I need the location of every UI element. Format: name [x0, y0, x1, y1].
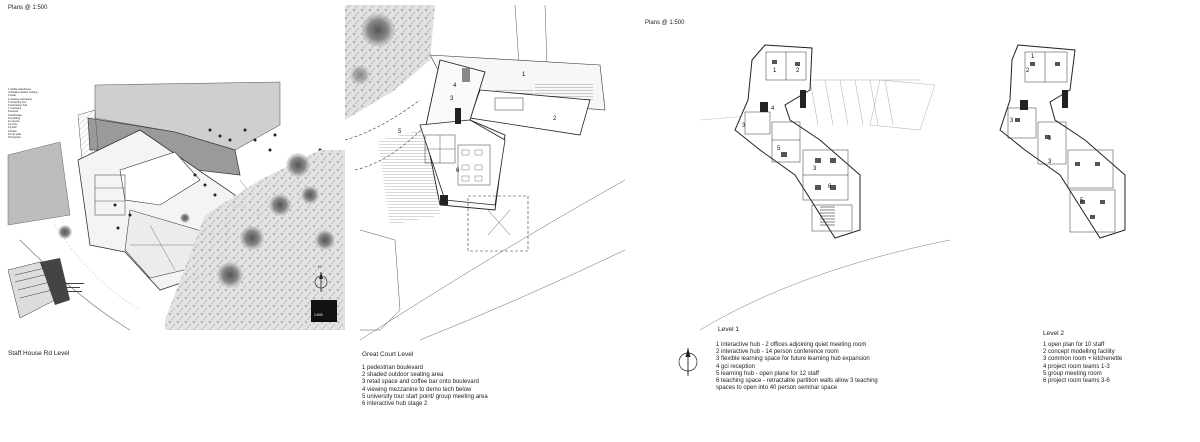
scale-marker-block — [311, 300, 337, 322]
gc-num-4: 4 — [453, 83, 457, 89]
legend-item: 4 project room teams 1-3 — [1043, 363, 1110, 370]
legend-item: 6 interactive hub stage 2 — [362, 401, 428, 408]
legend-item: 1 interactive hub - 2 offices adjoining quiet meeting room — [716, 342, 867, 348]
great-court-plan — [345, 5, 625, 340]
l1-num-1: 1 — [773, 68, 777, 74]
great-court-caption: Great Court Level — [362, 351, 414, 358]
legend-item: 1 open plan for 10 staff — [1043, 342, 1105, 348]
l1-num-6: 6 — [828, 184, 832, 190]
level1-legend — [716, 342, 946, 392]
l1-num-5: 5 — [777, 146, 781, 152]
north-arrow-icon-level1 — [679, 348, 697, 376]
gc-num-5: 5 — [398, 129, 402, 135]
l1-num-3: 3 — [742, 123, 746, 129]
legend-item: 4 gci reception — [716, 363, 756, 370]
legend-item: spaces to open into 40 person seminar space — [716, 385, 838, 392]
l1-num-2: 2 — [796, 68, 800, 74]
legend-item: 2 interactive hub - 14 person conference room — [716, 349, 839, 356]
l2-num-2: 2 — [1026, 68, 1030, 74]
staff-house-mini-legend: 1 visible warehouse 2 shaded outdoor seating 3 retail 4 viewing mezzanine 5 university tour 6 interactive hub 7 courtyard 8 access 9 landscape 10 parking 11 service 12 entry 13 path 14 lawn 15 car park 16 bicycles — [8, 88, 38, 140]
l2-num-5: 5 — [1080, 198, 1084, 204]
great-court-legend — [362, 365, 622, 408]
great-court-legend-block — [362, 351, 622, 408]
l2-num-3c: 3 — [1048, 159, 1052, 165]
legend-item: 4 viewing mezzanine to demo tech below — [362, 386, 472, 393]
legend-item: 1 pedestrian boulevard — [362, 365, 424, 371]
l1-num-3b: 3 — [813, 166, 817, 172]
level1-plan — [700, 45, 950, 330]
staff-house-caption: Staff House Rd Level — [8, 350, 70, 357]
l1-num-4: 4 — [771, 106, 775, 112]
gc-num-3: 3 — [450, 96, 454, 102]
legend-item: 3 flexible learning space for future learning hub expansion — [716, 356, 870, 363]
l2-num-1: 1 — [1031, 54, 1035, 60]
legend-item: 5 learning hub - open plane for 12 staff — [716, 370, 819, 377]
gc-num-6: 6 — [456, 168, 460, 174]
legend-item: 6 project room teams 3-6 — [1043, 378, 1110, 385]
legend-item: 5 group meeting room — [1043, 370, 1102, 377]
north-label: N — [318, 264, 321, 269]
legend-item: 6 teaching space - retractable partition walls allow 3 teaching — [716, 378, 878, 385]
level2-legend — [1043, 342, 1193, 385]
level2-caption: Level 2 — [1043, 330, 1064, 337]
plans-title-left: Plans @ 1:500 — [8, 5, 48, 11]
legend-item: 3 retail space and coffee bar onto boulevard — [362, 379, 479, 386]
gc-num-2: 2 — [553, 116, 557, 122]
l2-num-3b: 3 — [1048, 136, 1052, 142]
level2-plan — [1000, 45, 1125, 238]
legend-item: 3 common room + kitchenette — [1043, 356, 1123, 363]
level1-caption: Level 1 — [718, 326, 739, 333]
gc-num-1: 1 — [522, 72, 526, 78]
plans-title-right: Plans @ 1:500 — [645, 20, 685, 26]
l2-num-3: 3 — [1010, 118, 1014, 124]
legend-item: 2 shaded outdoor seating area — [362, 372, 444, 379]
legend-item: 2 concept modelling facility — [1043, 349, 1115, 356]
scale-marker-label: 1:500 — [314, 313, 323, 317]
legend-item: 5 university tour start point/ group meeting area — [362, 393, 488, 400]
